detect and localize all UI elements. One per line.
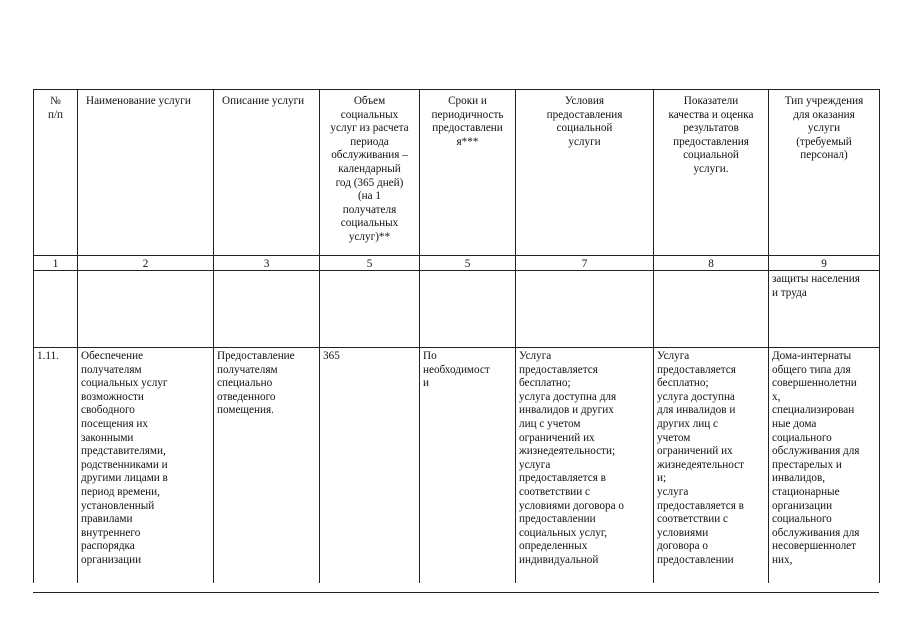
row-volume: 365	[320, 348, 420, 584]
header-service-description: Описание услуги	[214, 90, 320, 256]
column-number: 8	[654, 256, 769, 271]
empty-cell	[214, 271, 320, 348]
column-numbers-row	[34, 256, 880, 271]
empty-cell	[320, 271, 420, 348]
empty-cell	[78, 271, 214, 348]
table-row	[34, 348, 880, 584]
column-number: 9	[769, 256, 880, 271]
header-service-name: Наименование услуги	[78, 90, 214, 256]
header-row	[34, 90, 880, 256]
row-conditions: Услуга предоставляется бесплатно; услуга доступна для инвалидов и других лиц с учетом ограничений их жизнедеятельности; услуга предоставляется в соответствии с условиями договора о предоставлении социальных услуг, определенных индивидуальной	[516, 348, 654, 584]
row-institution: Дома-интернаты общего типа для совершеннолетни х, специализирован ные дома социального обслуживания для престарелых и инвалидов, стационарные организации социального обслуживания для несовершеннолет них,	[769, 348, 880, 584]
continuation-row	[34, 271, 880, 348]
empty-cell	[34, 271, 78, 348]
header-quality: Показатели качества и оценка результатов предоставления социальной услуги.	[654, 90, 769, 256]
header-volume: Объем социальных услуг из расчета периода обслуживания – календарный год (365 дней) (на 1 получателя социальных услуг)**	[320, 90, 420, 256]
row-quality: Услуга предоставляется бесплатно; услуга доступна для инвалидов и других лиц с учетом ограничений их жизнедеятельност и; услуга предоставляется в соответствии с условиями договора о предоставлении	[654, 348, 769, 584]
column-number: 7	[516, 256, 654, 271]
header-conditions: Условия предоставления социальной услуги	[516, 90, 654, 256]
row-timing: По необходимост и	[420, 348, 516, 584]
column-number: 1	[34, 256, 78, 271]
empty-cell	[654, 271, 769, 348]
header-number: № п/п	[34, 90, 78, 256]
continuation-institution: защиты населения и труда	[769, 271, 880, 348]
row-service-name: Обеспечение получателям социальных услуг возможности свободного посещения их законными представителями, родственниками и другими лицами в период времени, установленный правилами внутреннего распорядка организации	[78, 348, 214, 584]
header-timing: Сроки и периодичность предоставлени я***	[420, 90, 516, 256]
services-table	[33, 89, 880, 583]
column-number: 5	[420, 256, 516, 271]
empty-cell	[420, 271, 516, 348]
table-bottom-border	[33, 592, 879, 593]
column-number: 2	[78, 256, 214, 271]
row-number: 1.11.	[34, 348, 78, 584]
header-institution: Тип учреждения для оказания услуги (требуемый персонал)	[769, 90, 880, 256]
column-number: 5	[320, 256, 420, 271]
empty-cell	[516, 271, 654, 348]
column-number: 3	[214, 256, 320, 271]
row-service-description: Предоставление получателям специально отведенного помещения.	[214, 348, 320, 584]
